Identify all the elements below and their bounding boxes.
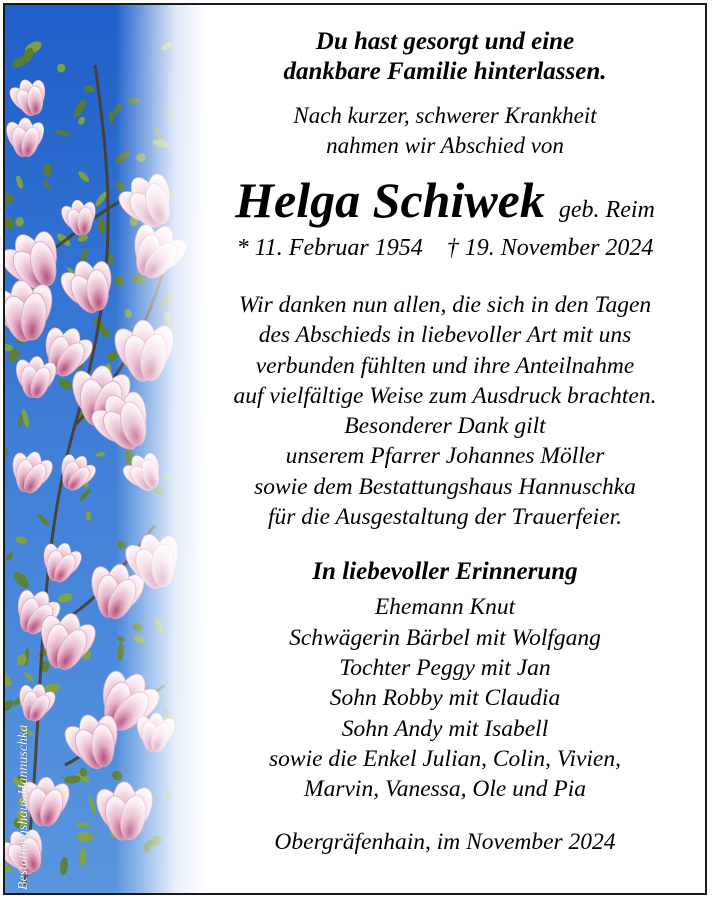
thanks-line: auf vielfältige Weise zum Ausdruck brachten. <box>233 382 657 409</box>
deceased-name-row <box>185 167 705 233</box>
motto-line: dankbare Familie hinterlassen. <box>283 58 607 85</box>
mourner-line: Sohn Andy mit Isabell <box>341 715 549 742</box>
thanks-line: unserem Pfarrer Johannes Möller <box>285 443 605 470</box>
birth-name: geb. Reim <box>558 197 655 223</box>
intro-line: nahmen wir Abschied von <box>326 133 564 158</box>
thanks-line: Besonderer Dank gilt <box>344 413 546 440</box>
intro-line: Nach kurzer, schwerer Krankheit <box>293 103 597 128</box>
photo-credit: Bestattungshaus Hannuschka <box>16 724 31 890</box>
mourner-line: Sohn Robby mit Claudia <box>329 685 561 712</box>
motto <box>185 27 705 87</box>
obituary-card <box>3 3 707 895</box>
deceased-name: Helga Schiwek <box>235 172 545 228</box>
death-date: † 19. November 2024 <box>446 235 654 261</box>
mourner-line: Schwägerin Bärbel mit Wolfgang <box>289 624 601 651</box>
thanks-line: verbunden fühlten und ihre Anteilnahme <box>255 352 635 379</box>
motto-line: Du hast gesorgt und eine <box>315 28 575 55</box>
intro <box>185 101 705 161</box>
magnolia-photo <box>5 5 205 893</box>
thanks-line: des Abschieds in liebevoller Art mit uns <box>258 322 632 349</box>
birth-date: * 11. Februar 1954 <box>236 235 423 261</box>
mourner-line: Marvin, Vanessa, Ole und Pia <box>304 776 586 803</box>
magnolia-illustration <box>5 5 205 893</box>
mourners-list <box>185 592 705 804</box>
place-and-date: Obergräfenhain, im November 2024 <box>274 829 616 856</box>
thanks-line: sowie dem Bestattungshaus Hannuschka <box>254 473 636 500</box>
thanks-line: Wir danken nun allen, die sich in den Tagen <box>238 292 652 318</box>
life-dates <box>185 233 705 263</box>
mourner-line: sowie die Enkel Julian, Colin, Vivien, <box>269 745 621 772</box>
thanks-paragraph <box>185 290 705 532</box>
obituary-text <box>185 5 705 857</box>
mourner-line: Tochter Peggy mit Jan <box>339 654 551 681</box>
memory-heading: In liebevoller Erinnerung <box>312 558 578 586</box>
mourner-line: Ehemann Knut <box>374 594 516 621</box>
thanks-line: für die Ausgestaltung der Trauerfeier. <box>267 504 623 531</box>
